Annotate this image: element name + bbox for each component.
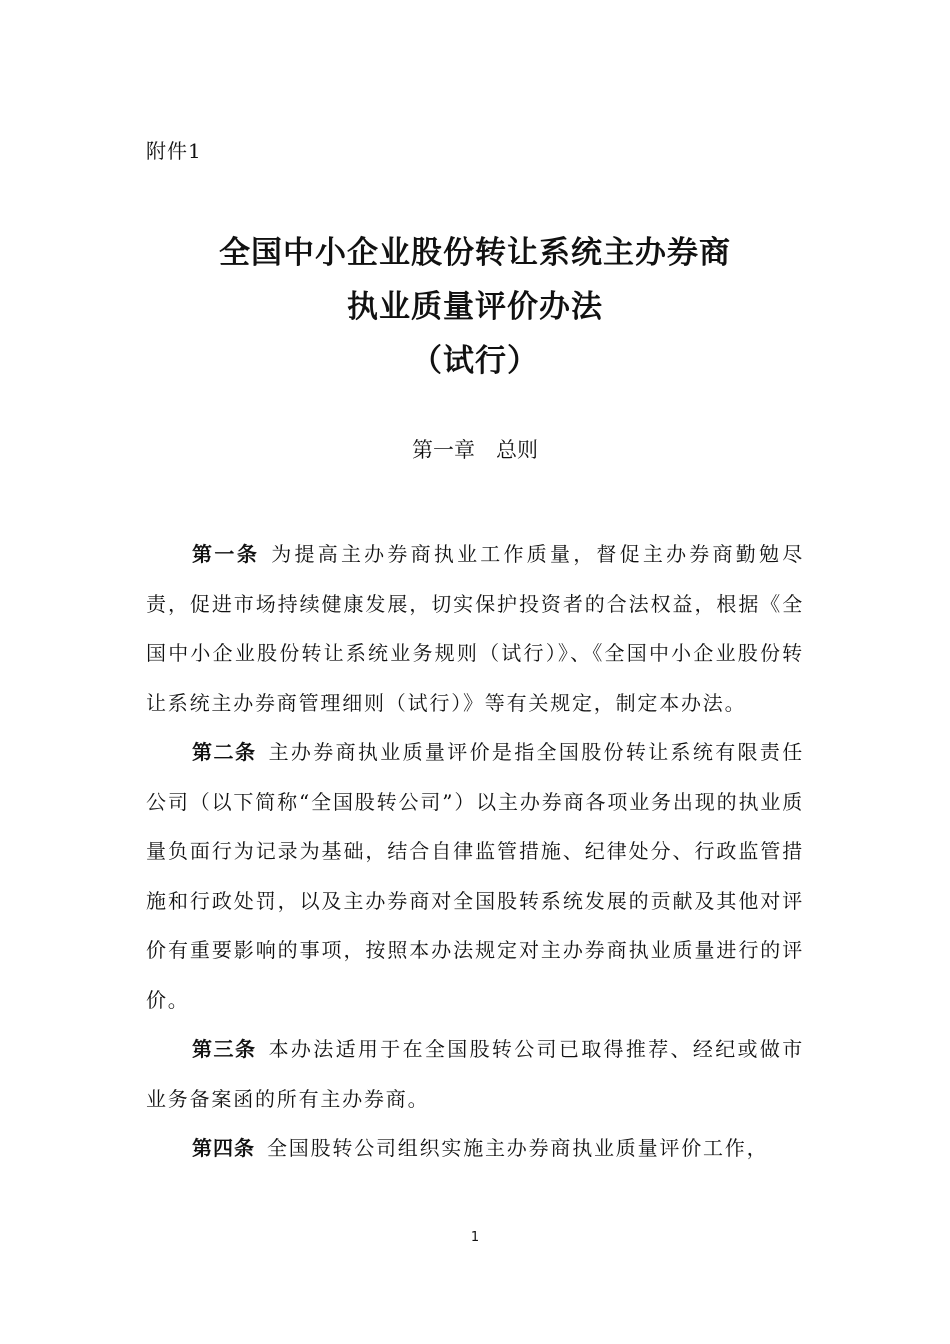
attachment-label: 附件1 — [146, 139, 202, 163]
page-number: 1 — [470, 1230, 480, 1245]
title-line-2: 执业质量评价办法 — [347, 289, 603, 325]
article-number: 第四条 — [192, 1136, 255, 1160]
article-1 — [146, 530, 804, 728]
article-3 — [146, 1025, 804, 1124]
title-line-1: 全国中小企业股份转让系统主办券商 — [219, 235, 731, 271]
body-text — [146, 530, 804, 1174]
document-title — [0, 226, 950, 388]
article-4 — [146, 1124, 804, 1174]
article-text: 全国股转公司组织实施主办券商执业质量评价工作， — [267, 1136, 769, 1160]
article-text: 为提高主办券商执业工作质量，督促主办券商勤勉尽责，促进市场持续健康发展，切实保护投资者的合法权益，根据《全国中小企业股份转让系统业务规则（试行）》、《全国中小企业股份转让系统主办券商管理细则（试行）》等有关规定，制定本办法。 — [146, 542, 805, 715]
article-number: 第二条 — [192, 740, 257, 764]
article-2 — [146, 728, 804, 1025]
article-number: 第三条 — [192, 1037, 257, 1061]
article-number: 第一条 — [192, 542, 260, 566]
article-text: 主办券商执业质量评价是指全国股份转让系统有限责任公司（以下简称“全国股转公司”）以主办券商各项业务出现的执业质量负面行为记录为基础，结合自律监管措施、纪律处分、行政监管措施和行政处罚，以及主办券商对全国股转系统发展的贡献及其他对评价有重要影响的事项，按照本办法规定对主办券商执业质量进行的评价。 — [146, 740, 804, 1012]
title-line-3: （试行） — [411, 343, 539, 379]
article-text: 本办法适用于在全国股转公司已取得推荐、经纪或做市业务备案函的所有主办券商。 — [146, 1037, 804, 1111]
chapter-heading: 第一章 总则 — [412, 438, 538, 462]
